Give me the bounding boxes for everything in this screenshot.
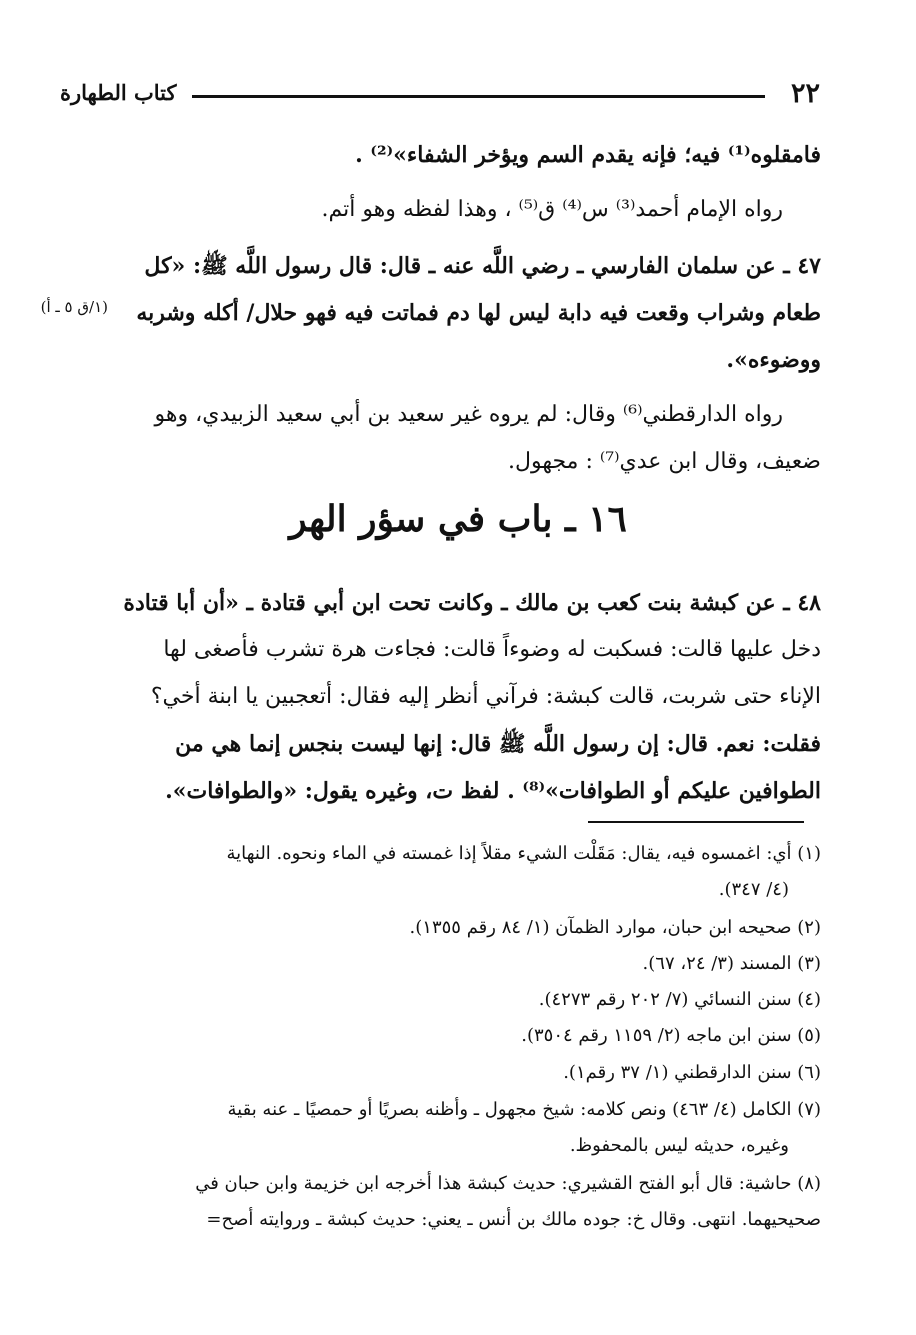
- footnote: (٧) الكامل (٤/ ٤٦٣) ونص كلامه: شيخ مجهول ـ وأظنه بصريًا أو حمصيًا ـ عنه بقية: [227, 1099, 821, 1120]
- footnote: (٤/ ٣٤٧).: [718, 879, 789, 900]
- footnote: (٤) سنن النسائي (٧/ ٢٠٢ رقم ٤٢٧٣).: [538, 989, 821, 1010]
- citation-line: رواه الدارقطني⁽⁶⁾ وقال: لم يروه غير سعيد بن أبي سعيد الزبيدي، وهو: [154, 402, 783, 427]
- page-number: ٢٢: [790, 78, 820, 109]
- footnote: وغيره، حديثه ليس بالمحفوظ.: [569, 1135, 789, 1156]
- paragraph-line: فامقلوه⁽¹⁾ فيه؛ فإنه يقدم السم ويؤخر الشفاء»⁽²⁾ .: [355, 142, 821, 168]
- header-rule: [192, 95, 765, 98]
- footnote: (٣) المسند (٣/ ٢٤، ٦٧).: [642, 953, 821, 974]
- hadith-47-line: طعام وشراب وقعت فيه دابة ليس لها دم فماتت فيه فهو حلال/ أكله وشربه: [136, 300, 821, 326]
- footnote: (٦) سنن الدارقطني (١/ ٣٧ رقم١).: [563, 1062, 821, 1083]
- chapter-title: ١٦ ـ باب في سؤر الهر: [289, 498, 627, 540]
- citation-line: ضعيف، وقال ابن عدي⁽⁷⁾ : مجهول.: [507, 449, 821, 474]
- hadith-48-line: فقلت: نعم. قال: إن رسول اللَّه ﷺ قال: إنها ليست بنجس إنما هي من: [175, 731, 821, 757]
- hadith-48-line: دخل عليها قالت: فسكبت له وضوءاً قالت: فجاءت هرة تشرب فأصغى لها: [163, 637, 821, 662]
- hadith-47-line: ووضوءه».: [726, 347, 821, 373]
- hadith-48-line: ٤٨ ـ عن كبشة بنت كعب بن مالك ـ وكانت تحت ابن أبي قتادة ـ «أن أبا قتادة: [123, 590, 821, 616]
- footnote: (٥) سنن ابن ماجه (٢/ ١١٥٩ رقم ٣٥٠٤).: [521, 1025, 821, 1046]
- footnote: (٢) صحيحه ابن حبان، موارد الظمآن (١/ ٨٤ رقم ١٣٥٥).: [409, 917, 821, 938]
- hadith-48-line: الطوافين عليكم أو الطوافات»⁽⁸⁾ . لفظ ت، وغيره يقول: «والطوافات».: [165, 778, 821, 804]
- citation-line: رواه الإمام أحمد⁽³⁾ س⁽⁴⁾ ق⁽⁵⁾ ، وهذا لفظه وهو أتم.: [321, 197, 783, 222]
- footnote: صحيحيهما. انتهى. وقال خ: جوده مالك بن أنس ـ يعني: حديث كبشة ـ وروايته أصح=: [206, 1209, 821, 1230]
- hadith-48-line: الإناء حتى شربت، قالت كبشة: فرآني أنظر إليه فقال: أتعجبين يا ابنة أخي؟: [150, 684, 821, 709]
- footnote-separator: [588, 821, 804, 823]
- footnote: (٨) حاشية: قال أبو الفتح القشيري: حديث كبشة هذا أخرجه ابن خزيمة وابن حبان في: [195, 1173, 821, 1194]
- book-title: كتاب الطهارة: [60, 80, 177, 105]
- margin-note: (١/ق ٥ ـ أ): [40, 298, 108, 316]
- page-header: [60, 78, 820, 118]
- hadith-47-line: ٤٧ ـ عن سلمان الفارسي ـ رضي اللَّه عنه ـ قال: قال رسول اللَّه ﷺ: «كل: [144, 253, 821, 279]
- footnote: (١) أي: اغمسوه فيه، يقال: مَقَلْت الشيء مقلاً إذا غمسته في الماء ونحوه. النهاية: [226, 843, 821, 864]
